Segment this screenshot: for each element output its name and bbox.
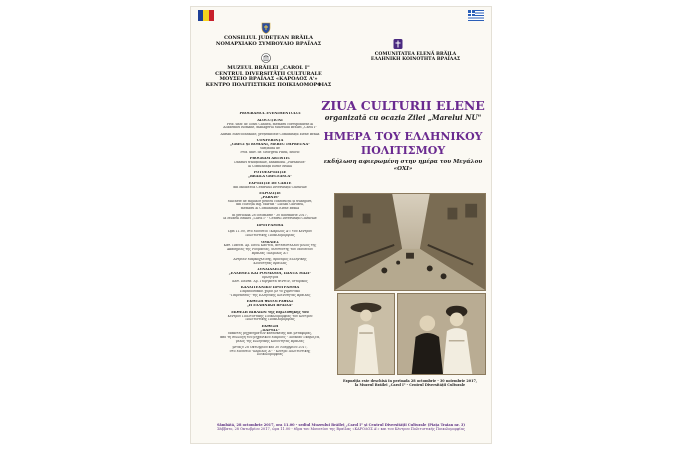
program-line: susținută de bbox=[260, 146, 280, 150]
museum-name-gr: ΜΟΥΣΕΙΟ ΒΡΑΪΛΑΣ «ΚΑΡΟΛΟΣ Α'» bbox=[219, 76, 318, 83]
program-heading: ΠΡΟΓΡΑΜΜΑ bbox=[256, 223, 284, 227]
program-line: Καθ. Πανεπ. Δρ. Ιονέλ Κάντεα, αντεπιστέλλον μέλος της bbox=[223, 244, 317, 248]
caption-line-2: la Muzeul Brăilei „Carol I" - Centrul Diversității Culturale bbox=[354, 382, 466, 387]
footer-line-ro: Sâmbătă, 28 octombrie 2017, ora 11.00 - sediul Muzeului Brăilei „Carol I" și Centrul Diversității Culturale (Piața Traian nr. 3) bbox=[216, 423, 466, 427]
council-name-gr: ΝΟΜΑΡΧΙΑΚΟ ΣΥΜΒΟΥΛΙΟ ΒΡΑΪΛΑΣ bbox=[215, 40, 322, 47]
greek-community-logo-icon bbox=[393, 38, 403, 50]
program-heading: ΣΥΝΔΙΑΛΕΞΗ bbox=[257, 268, 283, 272]
greek-community-heading bbox=[343, 52, 488, 62]
portrait-photo-couple bbox=[397, 293, 486, 375]
program-line: Αντριάν Μαρκοχελίδης, πρόεδρος Ελληνικής bbox=[233, 258, 307, 262]
program-heading: EXPOZIȚIE DE CARTE bbox=[248, 181, 292, 185]
program-heading: ALOCUȚIUNI bbox=[257, 118, 283, 122]
program-line: Πολιτιστικής Ποικιλομορφίας bbox=[245, 318, 295, 322]
program-heading: EXPOZIȚIE bbox=[259, 192, 281, 196]
program-line: Dansuri tradiționale, ansamblul „Parnassos" bbox=[234, 160, 306, 164]
program-line: στο Μουσείο "Κάρολος Α'" - Κέντρο Πολιτιστικής bbox=[229, 349, 311, 353]
museum-logo-icon bbox=[261, 52, 271, 64]
program-heading: „BRĂILA GRECEASCĂ" bbox=[248, 174, 292, 178]
council-name-ro: CONSILIUL JUDEȚEAN BRĂILA bbox=[224, 35, 313, 41]
program-line: al Comunității Elene Brăila bbox=[248, 164, 292, 168]
program-line: Ποικιλομορφίας bbox=[256, 353, 284, 357]
program-line: Adrian Marcochealide, președintele Comunității Elene Brăila bbox=[220, 132, 320, 136]
event-program bbox=[195, 112, 345, 357]
program-heading: „ΕΛΛΗΝΕΣ ΚΑΙ ΡΟΥΜΑΝΟΙ, ΠΑΝΤΑ ΜΑΖΙ" bbox=[228, 272, 312, 276]
event-poster bbox=[190, 6, 492, 444]
program-line: Ώρα 11.00, στο Μουσείο «Κάρολος Α'» του Κέντρου bbox=[227, 230, 313, 234]
program-heading: PROGRAM ARTISTIC bbox=[249, 157, 291, 161]
program-heading: ΕΚΘΕΣΗ ΦΩΤΟΓΡΑΦΙΑΣ bbox=[246, 300, 294, 304]
title-ro: ZIUA CULTURII ELENE bbox=[321, 98, 485, 113]
title-gr-line1: ΗΜΕΡΑ ΤΟΥ ΕΛΛΗΝΙΚΟΥ bbox=[323, 130, 483, 143]
program-line: Prof. univ. dr. Georgeta Fîntîi, istoric bbox=[240, 150, 300, 154]
program-heading: ΟΜΙΛΙΕΣ bbox=[261, 240, 279, 244]
program-heading: ΕΚΘΕΣΗ ΒΙΒΛΙΩΝ της Βιβλιοθήκης του bbox=[231, 310, 309, 314]
program-line: Κοινότητας Βραΐλας bbox=[253, 261, 287, 265]
caption-line-1: Expoziția este deschisă în perioada 28 octombrie - 30 noiembrie 2017, bbox=[342, 379, 477, 383]
museum-heading bbox=[191, 66, 346, 88]
greek-flag-icon bbox=[468, 10, 484, 21]
program-line: Academiei Române, managerul Muzeului Brăilei „Carol I" bbox=[223, 126, 317, 130]
program-heading: „Η ΕΛΛΗΝΙΚΗ ΒΡΑΪΛΑ" bbox=[246, 304, 294, 307]
subtitle-ro: organizată cu ocazia Zilei „Marelui NU" bbox=[324, 113, 482, 122]
event-footer bbox=[193, 423, 489, 431]
program-heading: „GRECI ȘI ROMÂNI, MEREU ÎMPREUNĂ" bbox=[230, 143, 310, 147]
program-heading: ΚΑΛΛΙΤΕΧΝΙΚΟ ΠΡΟΓΡΑΜΜΑ bbox=[240, 286, 300, 290]
community-name-ro: COMUNITATEA ELENĂ BRĂILA bbox=[374, 52, 457, 57]
program-line: από τη συλλογή του μηχανικού Μάριους - Λουκιάν Γκαβόζεα, bbox=[220, 335, 320, 339]
program-heading: PROGRAMUL EVENIMENTULUI bbox=[239, 112, 301, 115]
program-line: din colecția ing. Marius - Lucian Găvozea, bbox=[236, 203, 304, 207]
program-line: Καθ. Πανεπ. Δρ. Γεοργκέτα Φιντίιν, ιστορικός bbox=[232, 279, 308, 283]
footer-line-gr: Σάββατο, 28 Οκτωβρίου 2017, ώρα 11.00 - έδρα του Μουσείου της Βραΐλας «ΚΑΡΟΛΟΣ Α'» και του Κέντρου Πολιτιστικής Ποικιλομορφίας bbox=[217, 427, 465, 432]
program-line: Μακέτες μηχανημάτων κατασκευής και μεταφοράς, bbox=[227, 332, 313, 336]
cultural-center-gr: ΚΕΝΤΡΟ ΠΟΛΙΤΙΣΤΙΚΗΣ ΠΟΙΚΙΛΟΜΟΡΦΙΑΣ bbox=[205, 81, 332, 88]
program-line: ομιλήτρια bbox=[261, 276, 279, 280]
program-line: din biblioteca Centrului Diversității Culturale bbox=[233, 185, 307, 189]
community-name-gr: ΕΛΛΗΝΙΚΗ ΚΟΙΝΟΤΗΤΑ ΒΡΑΪΛΑΣ bbox=[370, 57, 461, 63]
museum-name-ro: MUZEUL BRĂILEI „CAROL I" bbox=[227, 65, 310, 71]
program-line: μεταξύ 28 Οκτωβρίου και 30 Νοεμβρίου 2017, bbox=[232, 346, 308, 350]
county-council-heading bbox=[191, 36, 346, 47]
program-line: μέλος της Ελληνικής Κοινότητας Βραΐλας bbox=[235, 339, 305, 343]
program-heading: „ΠΑΡΝΙΣ" bbox=[260, 328, 280, 332]
exhibition-caption bbox=[334, 380, 486, 388]
historic-street-photo bbox=[334, 193, 486, 291]
program-line: "Παρνασσός" της Ελληνικής Κοινότητας Βραΐλας bbox=[229, 293, 311, 297]
portrait-photo-woman bbox=[337, 293, 395, 375]
program-heading: FOTOEXPOZIȚIE bbox=[253, 171, 287, 175]
program-line: Prof. univ. dr. Ionel Cândea, membru corespondent al bbox=[226, 122, 314, 126]
cultural-center-ro: CENTRUL DIVERSITĂȚII CULTURALE bbox=[215, 70, 322, 77]
program-line: membru al Comunității Elene Brăila bbox=[240, 206, 300, 210]
program-line: la Muzeul Brăilei „Carol I" - Centrul Diversității Culturale bbox=[223, 217, 317, 221]
braila-county-crest-icon bbox=[261, 22, 271, 34]
subtitle-gr-line1: εκδήλωση αφιερωμένη στην ημέρα του Μεγάλου bbox=[323, 159, 483, 165]
title-gr-line2: ΠΟΛΙΤΙΣΜΟΥ bbox=[360, 144, 446, 157]
program-line: Παραδοσιακοί χοροί με το χορευτικό bbox=[239, 290, 301, 294]
program-line: Ακαδημίας της Ρουμανίας, διευθυντής του Μουσείου bbox=[226, 248, 314, 252]
program-heading: ΕΚΘΕΣΗ bbox=[261, 324, 279, 328]
program-line: în perioada 28 octombrie - 30 noiembrie 2017, bbox=[232, 213, 308, 217]
program-line: Βραΐλας «Κάρολος Α'» bbox=[251, 251, 289, 255]
program-heading: „PARNIS" bbox=[260, 195, 280, 199]
subtitle-gr-line2: «ΟΧΙ» bbox=[393, 166, 413, 172]
program-line: Machete de mijloace pentru construcții și transport, bbox=[227, 199, 313, 203]
program-heading: CONFERINȚA bbox=[256, 139, 284, 143]
program-line: Πολιτιστικής Ποικιλομορφίας bbox=[245, 234, 295, 238]
program-line: Κέντρου Πολιτιστικής Ποικιλομορφίας του Κέντρου bbox=[227, 314, 313, 318]
romanian-flag-icon bbox=[198, 10, 214, 21]
